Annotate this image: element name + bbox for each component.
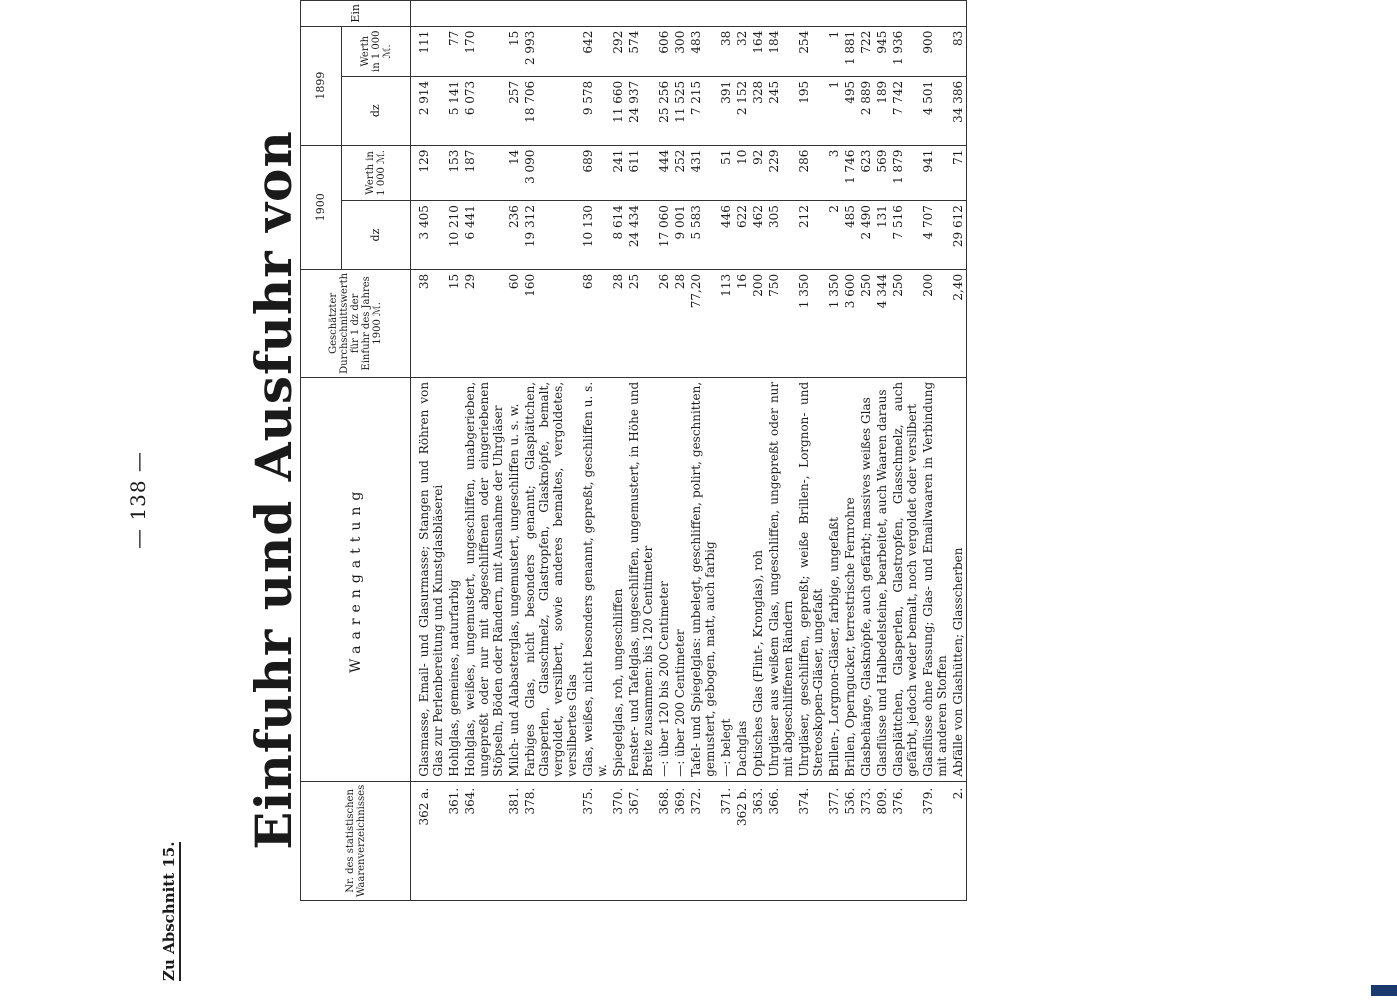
row-description: Glasmasse, Email- und Glasurmasse; Stangen und Röhren von Glas zur Perlenbereitung und Kunstglasbläserei <box>411 377 447 781</box>
table-row <box>580 1 610 901</box>
row-description: Uhrgläser aus weißem Glas, ungeschliffen, ungepreßt oder nur mit abgeschliffenen Rändern <box>766 377 796 781</box>
row-ein-empty <box>766 1 796 27</box>
row-dz-1899: 4 501 <box>920 76 950 145</box>
row-value-1900: 611 <box>626 145 656 201</box>
row-description: Milch- und Alabasterglas, ungemustert, ungeschliffen u. s. w. <box>506 377 522 781</box>
row-ein-empty <box>858 1 874 27</box>
row-ein-empty <box>874 1 890 27</box>
row-average-value: 16 <box>734 269 750 377</box>
row-average-value: 68 <box>580 269 610 377</box>
row-nr: 809. <box>874 781 890 900</box>
row-value-1899: 77 <box>446 26 462 76</box>
table-row <box>656 1 672 901</box>
row-nr: 366. <box>766 781 796 900</box>
row-value-1900: 229 <box>766 145 796 201</box>
row-dz-1899: 9 578 <box>580 76 610 145</box>
row-nr: 373. <box>858 781 874 900</box>
row-dz-1899: 1 <box>826 76 842 145</box>
table-row <box>411 1 447 901</box>
row-dz-1900: 10 210 <box>446 201 462 270</box>
row-ein-empty <box>522 1 580 27</box>
row-value-1900: 3 <box>826 145 842 201</box>
row-ein-empty <box>920 1 950 27</box>
row-dz-1900: 24 434 <box>626 201 656 270</box>
row-dz-1900: 17 060 <box>656 201 672 270</box>
header-average-value: Geschätzter Durchschnittswerth für 1 dz der Einfuhr des Jahres 1900 ℳ. <box>301 269 411 377</box>
header-value-1900: Werth in 1 000 ℳ. <box>342 145 411 201</box>
table-row <box>462 1 506 901</box>
row-dz-1899: 6 073 <box>462 76 506 145</box>
row-ein-empty <box>580 1 610 27</box>
row-value-1899: 170 <box>462 26 506 76</box>
table-row <box>718 1 734 901</box>
row-description: Glas, weißes, nicht besonders genannt, gepreßt, geschliffen u. s. w. <box>580 377 610 781</box>
row-value-1899: 1 881 <box>842 26 858 76</box>
row-nr: 361. <box>446 781 462 900</box>
row-value-1900: 51 <box>718 145 734 201</box>
row-ein-empty <box>750 1 766 27</box>
row-value-1899: 300 <box>672 26 688 76</box>
row-dz-1899: 25 256 <box>656 76 672 145</box>
row-dz-1899: 2 889 <box>858 76 874 145</box>
row-ein-empty <box>411 1 447 27</box>
row-nr: 376. <box>890 781 920 900</box>
header-ein: Ein <box>301 1 411 27</box>
table-row <box>766 1 796 901</box>
row-value-1900: 71 <box>950 145 967 201</box>
row-ein-empty <box>890 1 920 27</box>
row-ein-empty <box>626 1 656 27</box>
row-ein-empty <box>506 1 522 27</box>
row-dz-1900: 485 <box>842 201 858 270</box>
row-average-value: 28 <box>672 269 688 377</box>
table-row <box>950 1 967 901</box>
row-dz-1900: 4 707 <box>920 201 950 270</box>
row-value-1900: 431 <box>688 145 718 201</box>
row-description: Dachglas <box>734 377 750 781</box>
row-average-value: 200 <box>920 269 950 377</box>
row-value-1899: 38 <box>718 26 734 76</box>
table-row <box>874 1 890 901</box>
row-ein-empty <box>718 1 734 27</box>
row-description: —: belegt <box>718 377 734 781</box>
row-average-value: 15 <box>446 269 462 377</box>
row-value-1900: 129 <box>411 145 447 201</box>
row-ein-empty <box>796 1 826 27</box>
row-description: Glasbehänge, Glasknöpfe, auch gefärbt; massives weißes Glas <box>858 377 874 781</box>
row-nr: 2. <box>950 781 967 900</box>
row-value-1900: 92 <box>750 145 766 201</box>
row-description: Uhrgläser, geschliffen, gepreßt; weiße Brillen-, Lorgnon- und Stereoskopen-Gläser, ungefaßt <box>796 377 826 781</box>
row-average-value: 60 <box>506 269 522 377</box>
row-nr: 377. <box>826 781 842 900</box>
row-value-1900: 252 <box>672 145 688 201</box>
header-dz-1900: dz <box>342 201 411 270</box>
row-dz-1900: 236 <box>506 201 522 270</box>
row-value-1900: 153 <box>446 145 462 201</box>
row-nr: 363. <box>750 781 766 900</box>
row-average-value: 25 <box>626 269 656 377</box>
row-dz-1900: 9 001 <box>672 201 688 270</box>
row-dz-1900: 6 441 <box>462 201 506 270</box>
table-row <box>750 1 766 901</box>
row-value-1899: 15 <box>506 26 522 76</box>
table-row <box>688 1 718 901</box>
table-row <box>842 1 858 901</box>
row-nr: 379. <box>920 781 950 900</box>
row-average-value: 3 600 <box>842 269 858 377</box>
table-row <box>890 1 920 901</box>
table-row <box>446 1 462 901</box>
row-nr: 374. <box>796 781 826 900</box>
table-row <box>610 1 626 901</box>
row-description: Hohlglas, weißes, ungemustert, ungeschliffen, unabgerieben, ungepreßt oder nur mit abgeschliffenen oder eingeriebenen Stöpseln, Böden oder Rändern, mit Ausnahme der Uhrgläser <box>462 377 506 781</box>
row-value-1900: 187 <box>462 145 506 201</box>
row-value-1900: 3 090 <box>522 145 580 201</box>
row-nr: 369. <box>672 781 688 900</box>
row-nr: 375. <box>580 781 610 900</box>
row-value-1900: 241 <box>610 145 626 201</box>
table-row <box>506 1 522 901</box>
row-value-1899: 945 <box>874 26 890 76</box>
row-description: Optisches Glas (Flint-, Kronglas), roh <box>750 377 766 781</box>
row-value-1900: 14 <box>506 145 522 201</box>
row-nr: 536. <box>842 781 858 900</box>
row-nr: 381. <box>506 781 522 900</box>
row-description: —: über 120 bis 200 Centimeter <box>656 377 672 781</box>
row-dz-1899: 11 660 <box>610 76 626 145</box>
section-reference: Zu Abschnitt 15. <box>160 842 181 981</box>
header-dz-1899: dz <box>342 76 411 145</box>
row-value-1899: 900 <box>920 26 950 76</box>
row-description: Hohlglas, gemeines, naturfarbig <box>446 377 462 781</box>
row-dz-1899: 189 <box>874 76 890 145</box>
row-description: Fenster- und Tafelglas, ungeschliffen, ungemustert, in Höhe und Breite zusammen: bis 120 Centimeter <box>626 377 656 781</box>
row-value-1899: 1 <box>826 26 842 76</box>
row-dz-1900: 5 583 <box>688 201 718 270</box>
row-nr: 372. <box>688 781 718 900</box>
row-value-1899: 642 <box>580 26 610 76</box>
row-description: Glasplättchen, Glasperlen, Glastropfen, Glasschmelz, auch gefärbt, jedoch weder bemalt, noch vergoldet oder versilbert <box>890 377 920 781</box>
row-dz-1899: 391 <box>718 76 734 145</box>
row-average-value: 250 <box>890 269 920 377</box>
row-dz-1900: 2 <box>826 201 842 270</box>
row-ein-empty <box>462 1 506 27</box>
row-average-value: 750 <box>766 269 796 377</box>
row-ein-empty <box>734 1 750 27</box>
row-ein-empty <box>826 1 842 27</box>
row-dz-1900: 446 <box>718 201 734 270</box>
row-dz-1899: 5 141 <box>446 76 462 145</box>
row-value-1900: 444 <box>656 145 672 201</box>
row-average-value: 77,20 <box>688 269 718 377</box>
row-average-value: 29 <box>462 269 506 377</box>
row-value-1899: 111 <box>411 26 447 76</box>
table-row <box>796 1 826 901</box>
row-nr: 368. <box>656 781 672 900</box>
row-ein-empty <box>672 1 688 27</box>
row-description: Spiegelglas, roh, ungeschliffen <box>610 377 626 781</box>
row-ein-empty <box>446 1 462 27</box>
row-dz-1899: 18 706 <box>522 76 580 145</box>
row-dz-1900: 131 <box>874 201 890 270</box>
row-value-1900: 1 879 <box>890 145 920 201</box>
row-average-value: 113 <box>718 269 734 377</box>
row-description: Abfälle von Glashütten; Glasscherben <box>950 377 967 781</box>
row-dz-1900: 29 612 <box>950 201 967 270</box>
row-dz-1899: 24 937 <box>626 76 656 145</box>
row-dz-1900: 8 614 <box>610 201 626 270</box>
row-average-value: 1 350 <box>826 269 842 377</box>
row-dz-1899: 495 <box>842 76 858 145</box>
table-row <box>672 1 688 901</box>
row-dz-1900: 622 <box>734 201 750 270</box>
row-nr: 378. <box>522 781 580 900</box>
row-dz-1900: 10 130 <box>580 201 610 270</box>
row-value-1900: 10 <box>734 145 750 201</box>
row-value-1900: 1 746 <box>842 145 858 201</box>
dfg-logo <box>1371 985 1397 996</box>
row-average-value: 26 <box>656 269 672 377</box>
row-value-1899: 2 993 <box>522 26 580 76</box>
row-dz-1899: 257 <box>506 76 522 145</box>
row-value-1900: 689 <box>580 145 610 201</box>
row-ein-empty <box>688 1 718 27</box>
row-nr: 371. <box>718 781 734 900</box>
trade-table <box>300 0 967 901</box>
row-ein-empty <box>950 1 967 27</box>
row-value-1899: 184 <box>766 26 796 76</box>
page-number: — 138 — <box>126 451 150 549</box>
header-description: Waarengattung <box>301 377 411 781</box>
row-value-1899: 606 <box>656 26 672 76</box>
row-value-1899: 722 <box>858 26 874 76</box>
row-average-value: 2,40 <box>950 269 967 377</box>
row-description: Tafel- und Spiegelglas: unbelegt, geschliffen, polirt, geschnitten, gemustert, gebogen, matt, auch farbig <box>688 377 718 781</box>
header-year-1899: 1899 <box>301 26 342 145</box>
row-average-value: 250 <box>858 269 874 377</box>
row-average-value: 200 <box>750 269 766 377</box>
row-nr: 362 a. <box>411 781 447 900</box>
row-dz-1900: 462 <box>750 201 766 270</box>
row-ein-empty <box>656 1 672 27</box>
row-dz-1900: 7 516 <box>890 201 920 270</box>
header-value-1899: Werth in 1 000 ℳ. <box>342 26 411 76</box>
row-dz-1900: 3 405 <box>411 201 447 270</box>
row-dz-1899: 7 215 <box>688 76 718 145</box>
table-row <box>734 1 750 901</box>
row-description: Glasflüsse und Halbedelsteine, bearbeitet, auch Waaren daraus <box>874 377 890 781</box>
row-dz-1899: 11 525 <box>672 76 688 145</box>
digitization-note <box>1383 0 1397 1000</box>
row-value-1899: 1 936 <box>890 26 920 76</box>
row-value-1899: 574 <box>626 26 656 76</box>
row-value-1900: 569 <box>874 145 890 201</box>
row-average-value: 28 <box>610 269 626 377</box>
row-dz-1899: 7 742 <box>890 76 920 145</box>
row-description: Glasflüsse ohne Fassung; Glas- und Emailwaaren in Verbindung mit anderen Stoffen <box>920 377 950 781</box>
row-description: Farbiges Glas, nicht besonders genannt; Glasplättchen, Glasperlen, Glasschmelz, Glastropfen, Glasknöpfe, bemalt, vergoldet, versilbert, sowie anderes bemaltes, vergoldetes, versilbertes Glas <box>522 377 580 781</box>
table-row <box>826 1 842 901</box>
row-description: Brillen-, Lorgnon-Gläser, farbige, ungefaßt <box>826 377 842 781</box>
header-year-1900: 1900 <box>301 145 342 269</box>
row-average-value: 1 350 <box>796 269 826 377</box>
table-row <box>522 1 580 901</box>
row-dz-1900: 2 490 <box>858 201 874 270</box>
row-nr: 367. <box>626 781 656 900</box>
row-value-1899: 83 <box>950 26 967 76</box>
header-nr: Nr. des statistischen Waarenverzeichnisses <box>301 781 411 900</box>
row-average-value: 38 <box>411 269 447 377</box>
row-ein-empty <box>842 1 858 27</box>
row-dz-1899: 2 152 <box>734 76 750 145</box>
row-dz-1900: 212 <box>796 201 826 270</box>
row-ein-empty <box>610 1 626 27</box>
row-value-1899: 32 <box>734 26 750 76</box>
row-value-1899: 483 <box>688 26 718 76</box>
page-title: Einfuhr und Ausfuhr von <box>244 130 303 850</box>
row-description: Brillen, Operngucker, terrestrische Fernrohre <box>842 377 858 781</box>
row-value-1899: 292 <box>610 26 626 76</box>
table-row <box>626 1 656 901</box>
row-value-1900: 941 <box>920 145 950 201</box>
row-dz-1899: 328 <box>750 76 766 145</box>
row-value-1899: 164 <box>750 26 766 76</box>
row-dz-1899: 195 <box>796 76 826 145</box>
table-row <box>858 1 874 901</box>
row-dz-1899: 245 <box>766 76 796 145</box>
row-dz-1899: 2 914 <box>411 76 447 145</box>
row-value-1900: 623 <box>858 145 874 201</box>
row-value-1900: 286 <box>796 145 826 201</box>
row-description: —: über 200 Centimeter <box>672 377 688 781</box>
row-value-1899: 254 <box>796 26 826 76</box>
row-average-value: 4 344 <box>874 269 890 377</box>
row-dz-1899: 34 386 <box>950 76 967 145</box>
table-row <box>920 1 950 901</box>
row-dz-1900: 19 312 <box>522 201 580 270</box>
row-nr: 364. <box>462 781 506 900</box>
row-nr: 362 b. <box>734 781 750 900</box>
row-dz-1900: 305 <box>766 201 796 270</box>
row-average-value: 160 <box>522 269 580 377</box>
row-nr: 370. <box>610 781 626 900</box>
